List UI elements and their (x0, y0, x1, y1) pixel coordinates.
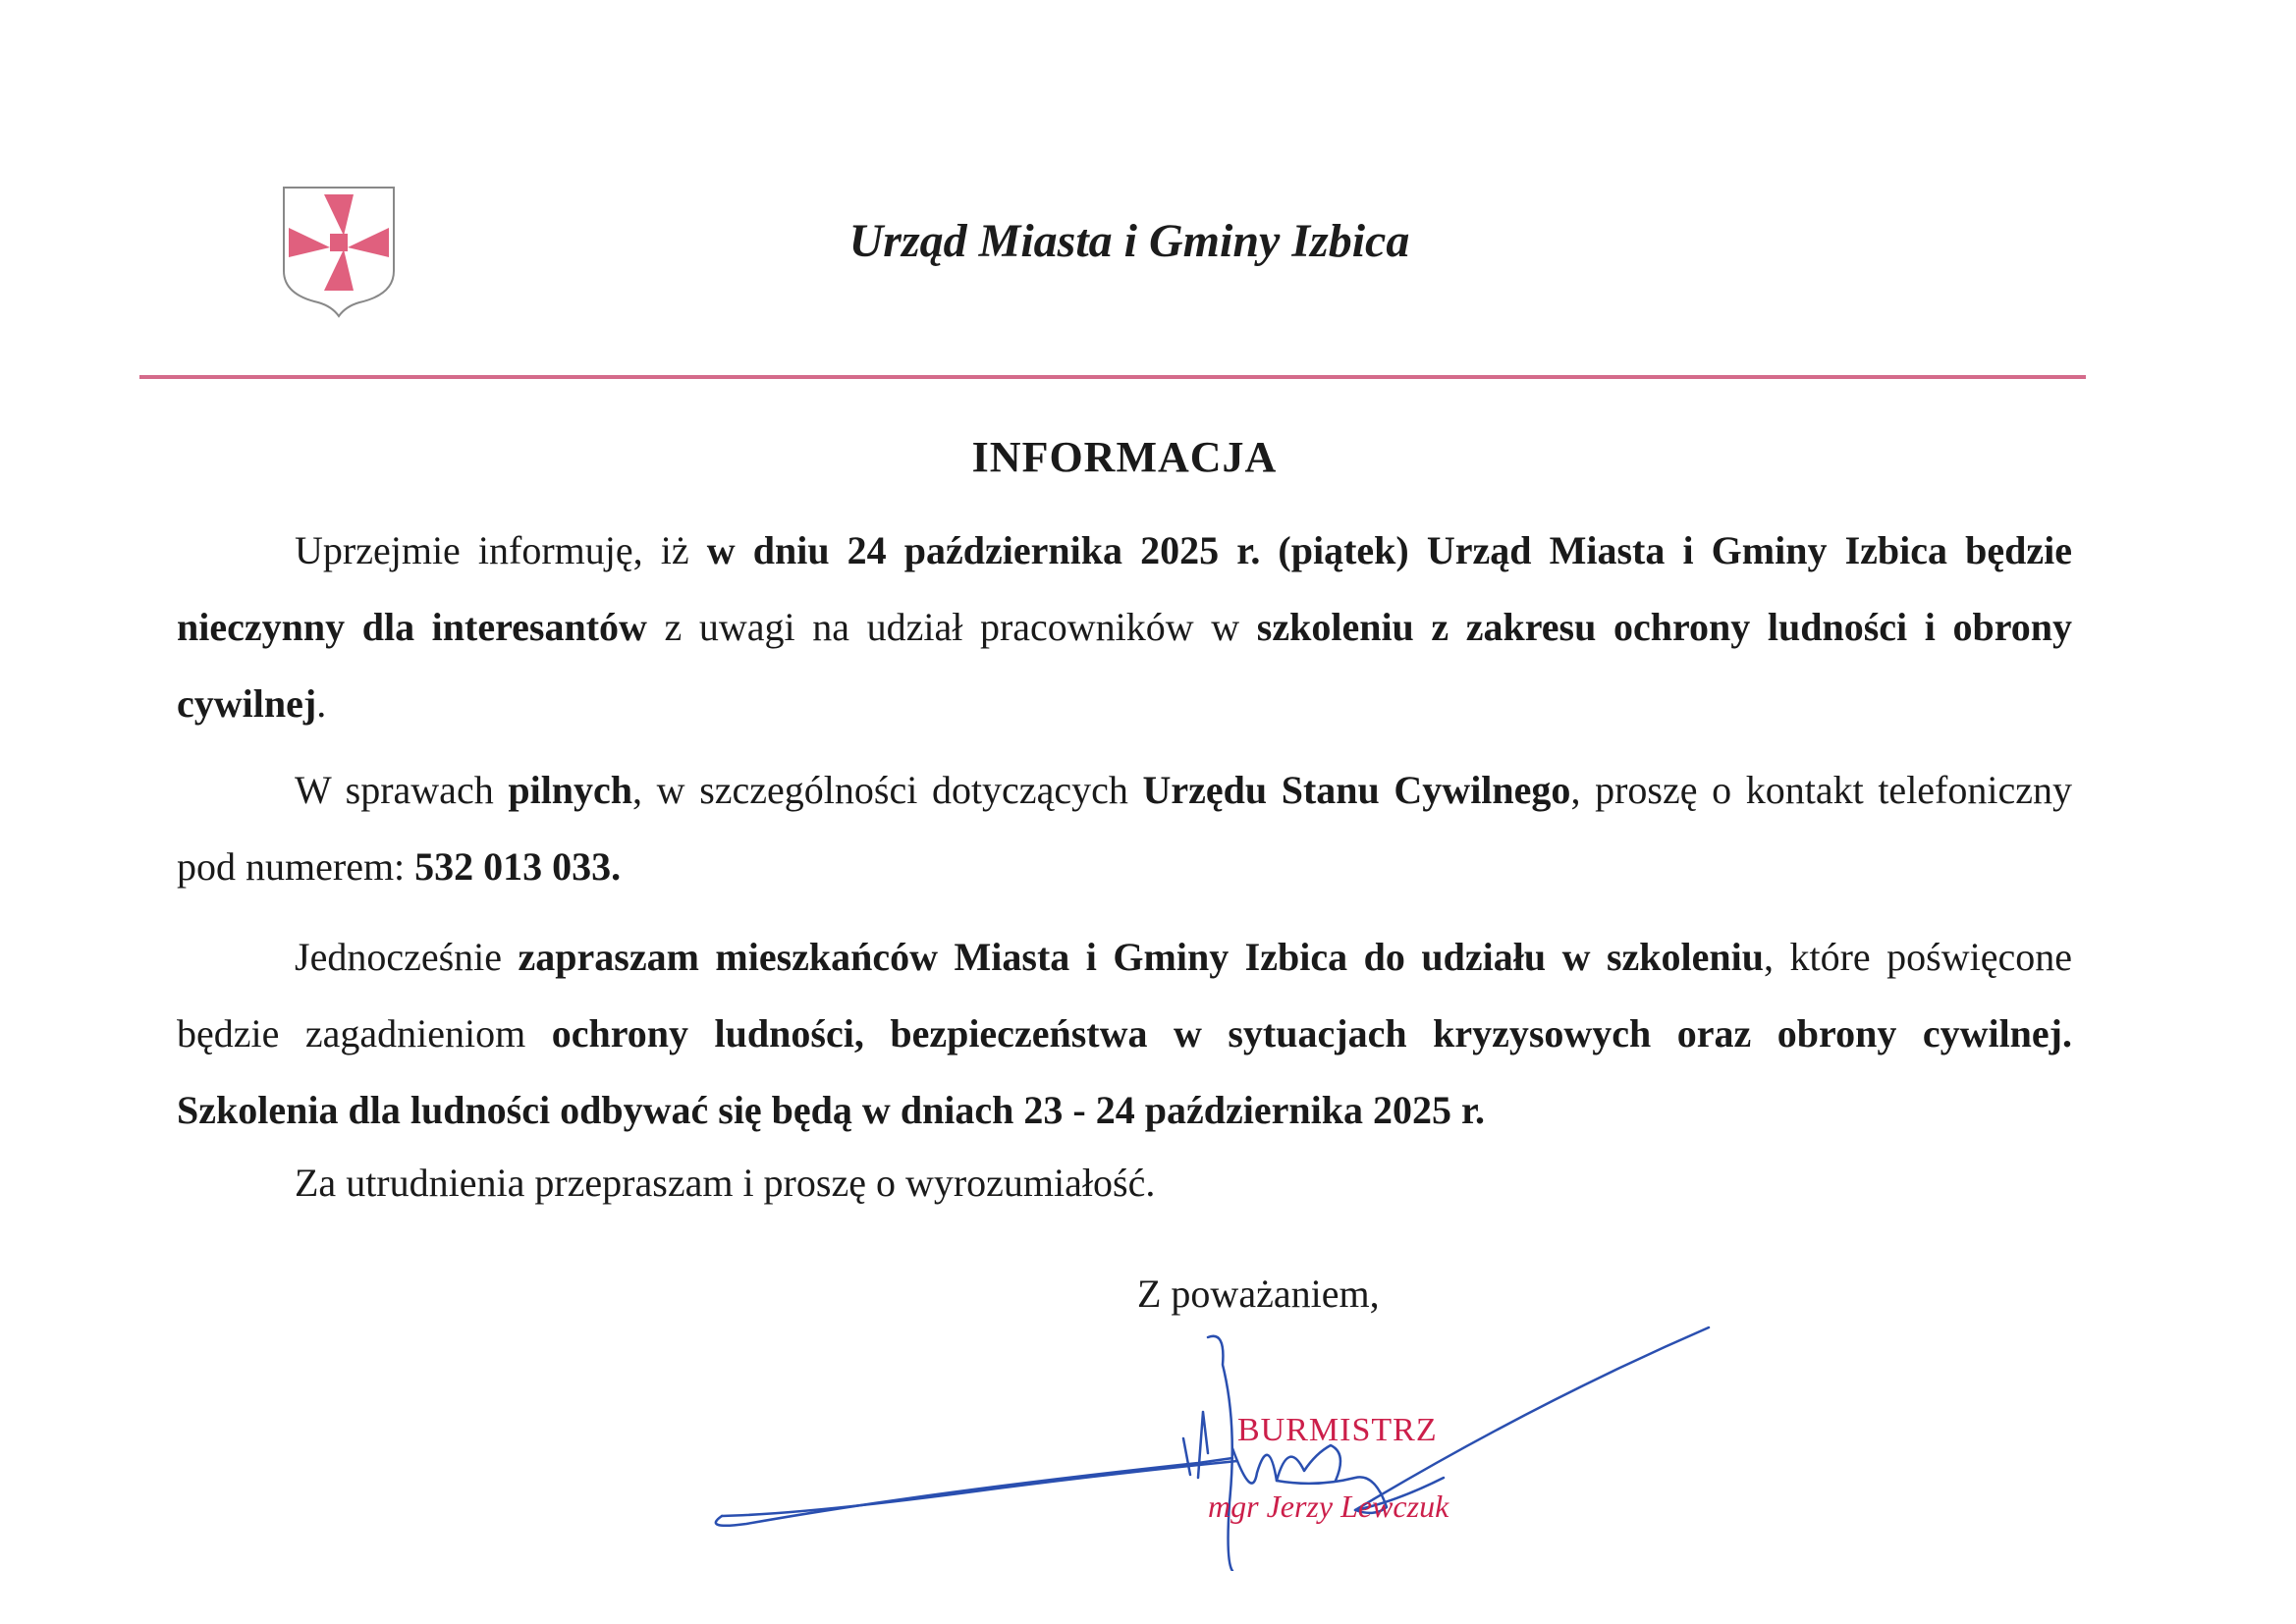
document-heading: INFORMACJA (971, 433, 1278, 481)
paragraph-text: W sprawach (295, 768, 509, 812)
paragraph-bold-text: pilnych (508, 768, 633, 812)
paragraph-text: z uwagi na udział pracowników w (646, 605, 1257, 649)
paragraph-text: Uprzejmie informuję, iż (295, 528, 707, 572)
coat-of-arms-icon (281, 185, 397, 318)
paragraph-urgent-contact (177, 752, 2072, 905)
closing-salutation: Z poważaniem, (1137, 1272, 1380, 1316)
paragraph-text: , które poświęcone będzie zagadnieniom (177, 935, 2073, 1056)
handwritten-signature (687, 1306, 1728, 1571)
paragraph-bold-text: ochrony ludności, bezpieczeństwa w sytuacjach kryzysowych oraz obrony cywilnej. Szkolenia dla ludności odbywać się będą w dniach 23 - 24 października 2025 r. (177, 1011, 2073, 1132)
paragraph-text: , proszę o kontakt telefoniczny pod numerem: (177, 768, 2072, 889)
paragraph-apology (177, 1145, 2072, 1221)
paragraph-closure-notice (177, 513, 2072, 742)
stamp-title: BURMISTRZ (1237, 1412, 1438, 1448)
paragraph-bold-text: szkoleniu z zakresu ochrony ludności i obrony cywilnej (177, 605, 2072, 726)
stamp-name: mgr Jerzy Lewczuk (1208, 1489, 1449, 1524)
office-name: Urząd Miasta i Gminy Izbica (848, 215, 1410, 267)
paragraph-bold-text: w dniu 24 października 2025 r. (piątek) Urząd Miasta i Gminy Izbica będzie nieczynny dla interesantów (177, 528, 2072, 649)
paragraph-text: , w szczególności dotyczących (632, 768, 1143, 812)
header-divider (139, 375, 2086, 379)
paragraph-text: . (316, 681, 327, 726)
paragraph-text: Za utrudnienia przepraszam i proszę o wyrozumiałość. (295, 1161, 1156, 1205)
paragraph-bold-text: Urzędu Stanu Cywilnego (1142, 768, 1571, 812)
paragraph-bold-text: zapraszam mieszkańców Miasta i Gminy Izbica do udziału w szkoleniu (518, 935, 1764, 979)
paragraph-text: Jednocześnie (295, 935, 519, 979)
paragraph-training-invitation (177, 919, 2072, 1149)
paragraph-bold-text: 532 013 033. (414, 844, 622, 889)
